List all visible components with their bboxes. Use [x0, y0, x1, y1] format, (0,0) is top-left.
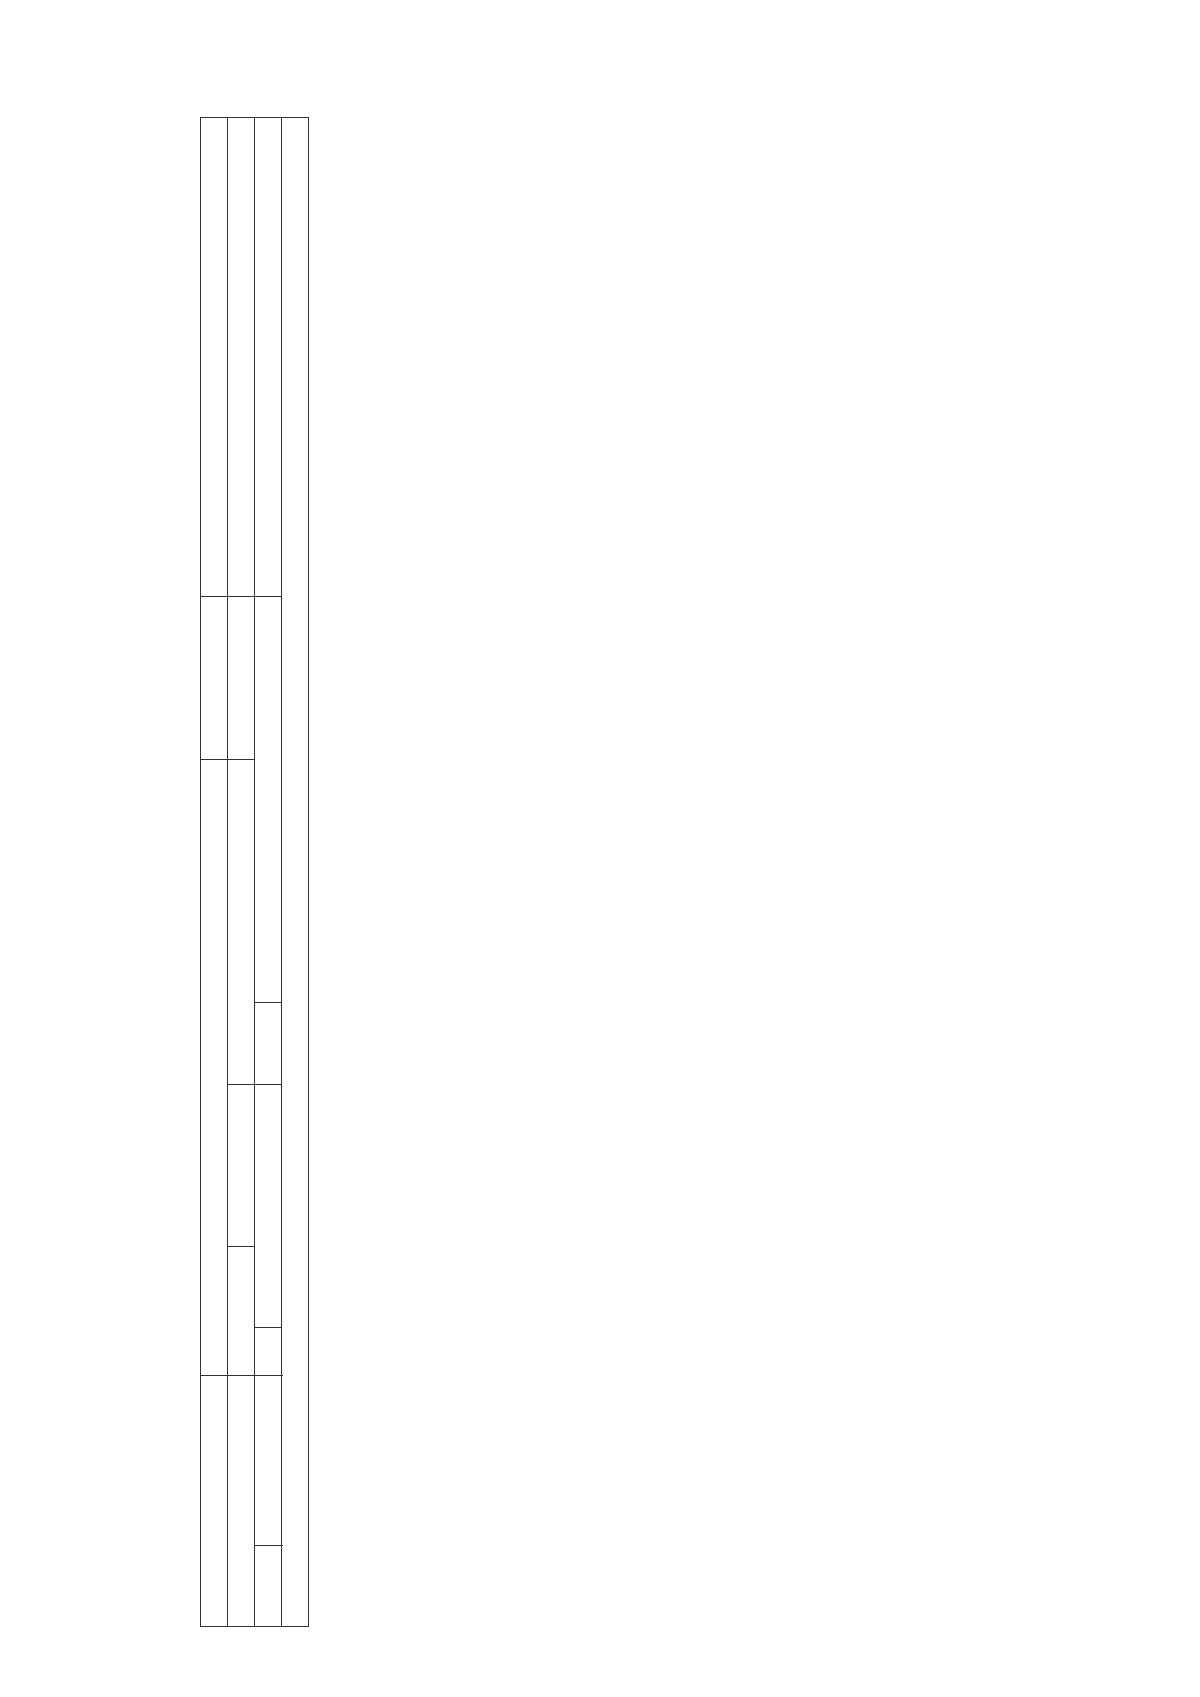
header-nutrients [255, 1084, 282, 1328]
nutrition-table [172, 117, 309, 1627]
ration-blank [201, 759, 228, 1375]
week-day [228, 759, 255, 1084]
header-vitamins [255, 597, 282, 1003]
sheet8-title [172, 118, 201, 1627]
section-breakfast [282, 118, 309, 1627]
week-blank [228, 1376, 255, 1627]
week-num [228, 1084, 255, 1246]
header-minerals [255, 118, 282, 597]
header-rec-number [255, 1545, 282, 1626]
rotated-table-container [172, 117, 1072, 1627]
season-value [201, 118, 228, 597]
age-label [228, 597, 255, 759]
season-label [201, 597, 228, 759]
age-value [228, 118, 255, 597]
header-dish-name [255, 1376, 282, 1546]
header-portion-mass [255, 1328, 282, 1376]
week-label [228, 1247, 255, 1376]
ration-label [201, 1376, 228, 1627]
header-energy [255, 1003, 282, 1084]
